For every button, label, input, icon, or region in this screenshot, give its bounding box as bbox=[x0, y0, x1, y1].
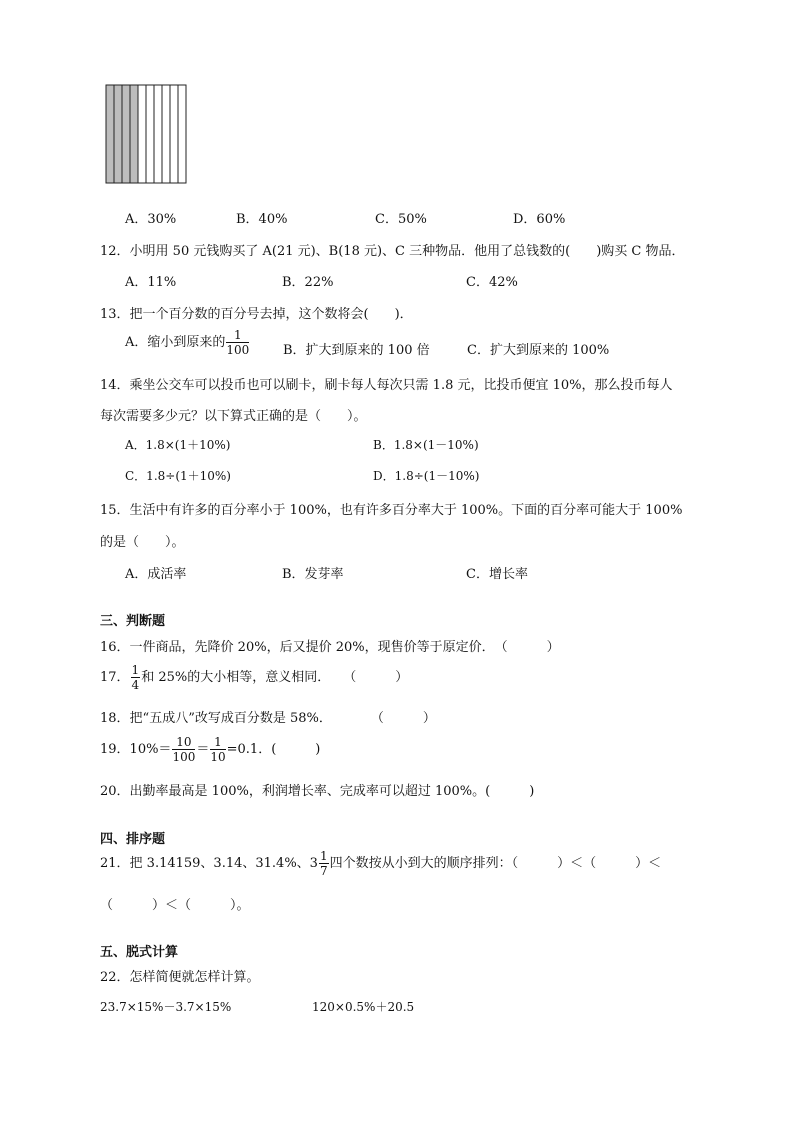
q15-option-b[interactable]: B．发芽率 bbox=[282, 567, 344, 582]
fraction-denominator: 7 bbox=[319, 864, 328, 878]
q14-option-c[interactable]: C．1.8÷(1＋10%) bbox=[125, 469, 231, 483]
fraction bbox=[131, 664, 141, 691]
shaded-strip bbox=[106, 85, 114, 183]
unshaded-strip bbox=[170, 85, 178, 183]
q14-option-d[interactable]: D．1.8÷(1－10%) bbox=[373, 469, 480, 483]
q15-stem-line1: 15．生活中有许多的百分率小于 100%，也有许多百分率大于 100%。下面的百分率可能大于 100% bbox=[100, 503, 683, 518]
q14-stem-line2: 每次需要多少元？以下算式正确的是（ ）。 bbox=[100, 409, 367, 424]
q15-option-c[interactable]: C．增长率 bbox=[466, 567, 528, 582]
q20-statement: 20．出勤率最高是 100%，利润增长率、完成率可以超过 100%。( ) bbox=[100, 784, 535, 799]
section-heading-calculation: 五、脱式计算 bbox=[100, 945, 179, 960]
q19-statement bbox=[100, 736, 320, 763]
fraction-numerator: 10 bbox=[172, 736, 195, 750]
q17-statement bbox=[100, 664, 408, 691]
q11-option-c[interactable]: C．50% bbox=[375, 212, 427, 227]
fraction-numerator: 1 bbox=[131, 663, 140, 677]
q11-option-d[interactable]: D．60% bbox=[513, 212, 566, 227]
fraction-denominator: 4 bbox=[131, 678, 140, 692]
q14-stem-line1: 14．乘坐公交车可以投币也可以刷卡，刷卡每人每次只需 1.8 元，比投币便宜 10%，那么投币每人 bbox=[100, 378, 673, 393]
unshaded-strip bbox=[178, 85, 186, 183]
fraction bbox=[226, 329, 249, 356]
q12-option-a[interactable]: A．11% bbox=[125, 275, 177, 290]
section-heading-judgement: 三、判断题 bbox=[100, 614, 166, 629]
q13-option-c[interactable]: C．扩大到原来的 100% bbox=[467, 343, 610, 358]
q16-statement: 16．一件商品，先降价 20%，后又提价 20%，现售价等于原定价． （ ） bbox=[100, 640, 560, 655]
fraction-numerator: 1 bbox=[210, 736, 225, 750]
q21-text: 四个数按从小到大的顺序排列：（ ）＜（ ）＜ bbox=[329, 856, 662, 871]
q15-option-a[interactable]: A．成活率 bbox=[125, 567, 187, 582]
q15-stem-line2: 的是（ ）。 bbox=[100, 535, 185, 550]
q11-option-b[interactable]: B．40% bbox=[236, 212, 288, 227]
equals-sign: ＝ bbox=[196, 742, 210, 757]
fraction-denominator: 100 bbox=[226, 343, 250, 357]
fraction-denominator: 10 bbox=[210, 750, 226, 764]
q14-option-b[interactable]: B．1.8×(1－10%) bbox=[373, 438, 479, 452]
q17-text: 和 25%的大小相等，意义相同． （ ） bbox=[141, 670, 409, 685]
q12-stem: 12．小明用 50 元钱购买了 A(21 元)、B(18 元)、C 三种物品．他用了总钱数的( )购买 C 物品． bbox=[100, 244, 685, 259]
section-heading-ordering: 四、排序题 bbox=[100, 832, 166, 847]
shaded-strip bbox=[130, 85, 138, 183]
q14-option-a[interactable]: A．1.8×(1＋10%) bbox=[125, 438, 231, 452]
unshaded-strip bbox=[138, 85, 146, 183]
q21-line2: （ ）＜（ ）。 bbox=[100, 898, 250, 913]
q13-stem: 13．把一个百分数的百分号去掉，这个数将会( )． bbox=[100, 307, 413, 322]
shaded-strip bbox=[114, 85, 122, 183]
q22-expression-2: 120×0.5%＋20.5 bbox=[312, 1000, 415, 1014]
fraction bbox=[319, 850, 329, 877]
q13-option-b[interactable]: B．扩大到原来的 100 倍 bbox=[283, 343, 430, 358]
q17-number: 17． bbox=[100, 670, 130, 685]
q22-stem: 22．怎样简便就怎样计算。 bbox=[100, 970, 260, 985]
q13-option-a[interactable] bbox=[125, 329, 250, 356]
shaded-strip bbox=[122, 85, 130, 183]
unshaded-strip bbox=[146, 85, 154, 183]
q13-option-a-text: A．缩小到原来的 bbox=[125, 335, 226, 350]
q12-option-b[interactable]: B．22% bbox=[282, 275, 334, 290]
shaded-strips-figure bbox=[105, 84, 187, 184]
q18-statement: 18．把“五成八”改写成百分数是 58%． （ ） bbox=[100, 711, 436, 726]
q11-option-a[interactable]: A．30% bbox=[125, 212, 177, 227]
unshaded-strip bbox=[154, 85, 162, 183]
fraction bbox=[210, 736, 225, 763]
q19-number: 19．10%＝ bbox=[100, 742, 172, 757]
fraction-numerator: 1 bbox=[319, 849, 328, 863]
q21-number: 21．把 3.14159、3.14、31.4%、3 bbox=[100, 856, 318, 871]
q21-statement bbox=[100, 850, 661, 877]
unshaded-strip bbox=[162, 85, 170, 183]
q12-option-c[interactable]: C．42% bbox=[466, 275, 518, 290]
q22-expression-1: 23.7×15%－3.7×15% bbox=[100, 1000, 232, 1014]
fraction-numerator: 1 bbox=[226, 329, 249, 343]
fraction-denominator: 100 bbox=[172, 750, 196, 764]
fraction bbox=[172, 736, 195, 763]
q19-text: =0.1．( ) bbox=[226, 742, 321, 757]
